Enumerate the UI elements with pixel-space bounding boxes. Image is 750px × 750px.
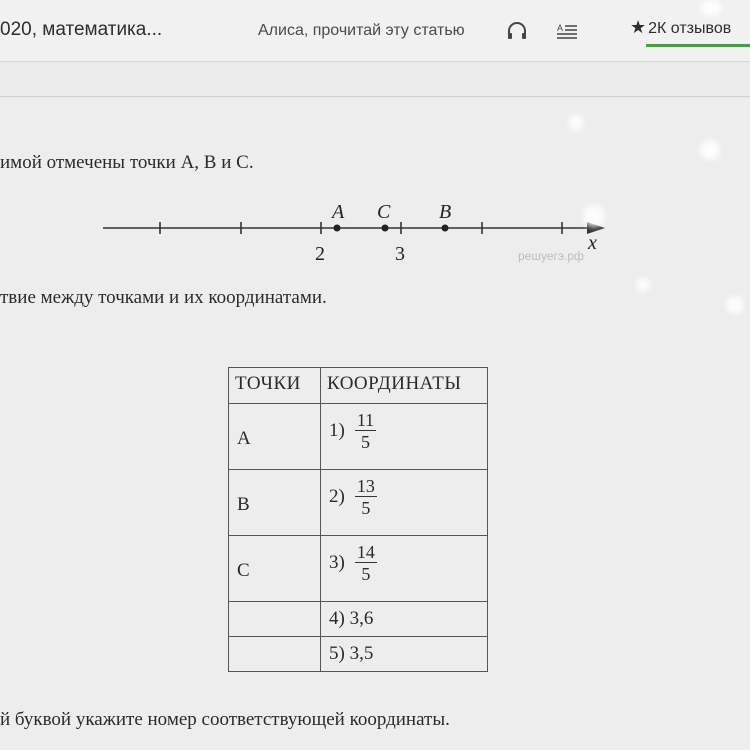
point-cell: С xyxy=(229,536,321,602)
task-text-line-3: й буквой укажите номер соответствующей координаты. xyxy=(0,709,450,730)
read-aloud-link[interactable]: Алиса, прочитай эту статью xyxy=(258,22,465,39)
screen-glare xyxy=(700,0,722,16)
screen-glare xyxy=(700,140,720,160)
empty-point-cell xyxy=(229,637,321,672)
table-row xyxy=(229,536,488,602)
screen-glare xyxy=(568,115,584,131)
screen-glare xyxy=(726,296,744,314)
option-index: 1) xyxy=(329,420,345,441)
header-coordinates: КООРДИНАТЫ xyxy=(321,368,488,404)
denominator: 5 xyxy=(361,432,370,452)
label-b: B xyxy=(439,201,452,223)
headphones-icon[interactable] xyxy=(507,22,527,40)
reviews-button[interactable] xyxy=(630,17,731,38)
point-b xyxy=(442,225,449,232)
point-c xyxy=(382,225,389,232)
reader-mode-icon[interactable] xyxy=(556,22,578,42)
point-cell: А xyxy=(229,404,321,470)
tab-title[interactable]: 020, математика... xyxy=(0,19,163,40)
denominator: 5 xyxy=(361,564,371,584)
tick-label-2: 2 xyxy=(315,243,325,265)
point-cell: В xyxy=(229,470,321,536)
task-text-line-2: твие между точками и их координатами. xyxy=(0,287,327,308)
table-row xyxy=(229,602,488,637)
numerator: 14 xyxy=(356,542,375,562)
browser-toolbar xyxy=(0,0,750,62)
fraction xyxy=(355,410,376,452)
reviews-label: 2К отзывов xyxy=(648,20,732,37)
option-index: 3) xyxy=(329,552,345,573)
screen-glare xyxy=(583,205,605,227)
label-a: A xyxy=(332,201,345,223)
header-points: ТОЧКИ xyxy=(229,368,321,404)
option-index: 2) xyxy=(329,486,345,507)
task-text-line-1: имой отмечены точки А, В и С. xyxy=(0,152,254,173)
denominator: 5 xyxy=(361,498,371,518)
watermark: решуегэ.рф xyxy=(518,249,584,263)
coordinate-cell xyxy=(321,470,488,536)
table-row xyxy=(229,637,488,672)
table-row xyxy=(229,404,488,470)
numerator: 13 xyxy=(356,476,375,496)
numerator: 11 xyxy=(356,410,375,430)
empty-point-cell xyxy=(229,602,321,637)
tick-label-3: 3 xyxy=(395,243,405,265)
fraction xyxy=(355,476,377,518)
coordinate-cell xyxy=(321,404,488,470)
coordinate-cell xyxy=(321,536,488,602)
matching-table xyxy=(228,367,488,672)
fraction xyxy=(355,542,377,584)
browser-subbar xyxy=(0,63,750,97)
svg-text:A: A xyxy=(557,23,564,33)
star-icon: ★ xyxy=(630,17,647,37)
number-line xyxy=(95,195,615,270)
screen-glare xyxy=(636,278,650,292)
table-row xyxy=(229,470,488,536)
coordinate-cell: 4) 3,6 xyxy=(321,602,488,637)
axis-label-x: x xyxy=(588,232,597,254)
coordinate-cell: 5) 3,5 xyxy=(321,637,488,672)
reviews-underline xyxy=(646,44,750,47)
point-a xyxy=(334,225,341,232)
label-c: C xyxy=(377,201,391,223)
